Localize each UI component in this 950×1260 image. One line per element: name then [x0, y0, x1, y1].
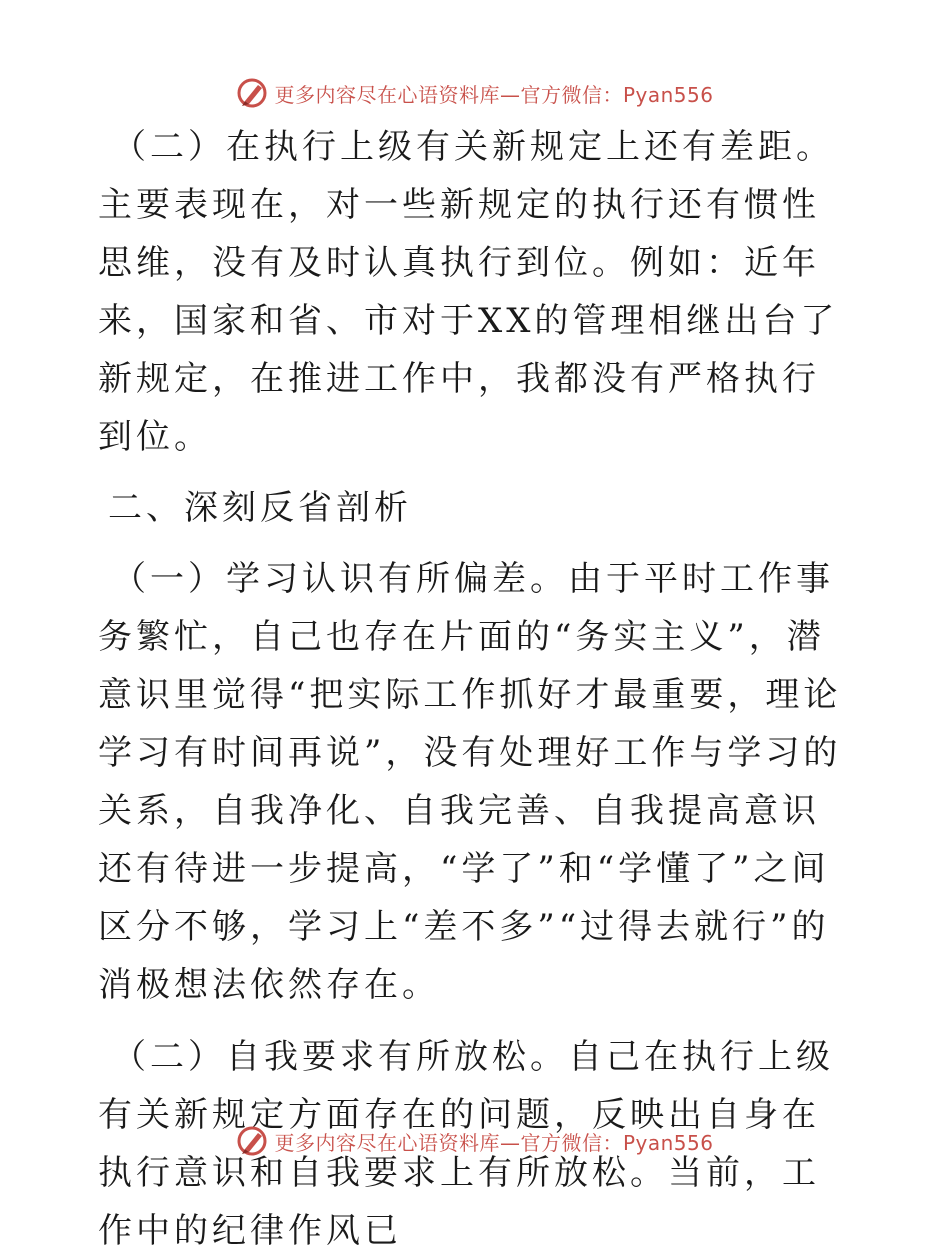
section-heading: 二、深刻反省剖析: [108, 488, 412, 528]
footer-watermark: [0, 1124, 950, 1158]
document-body: [98, 118, 850, 1260]
pen-logo-icon: [236, 76, 270, 110]
header-watermark: [0, 76, 950, 110]
watermark-text: 更多内容尽在心语资料库—官方微信：Pyan556: [274, 82, 714, 107]
paragraph: （二）在执行上级有关新规定上还有差距。主要表现在，对一些新规定的执行还有惯性思维，没有及时认真执行到位。例如：近年来，国家和省、市对于XX的管理相继出台了新规定，在推进工作中，我都没有严格执行到位。: [98, 127, 839, 457]
paragraph: （二）自我要求有所放松。自己在执行上级有关新规定方面存在的问题，反映出自身在执行意识和自我要求上有所放松。当前，工作中的纪律作风已: [98, 1037, 834, 1251]
watermark-text: 更多内容尽在心语资料库—官方微信：Pyan556: [274, 1130, 714, 1155]
paragraph: （一）学习认识有所偏差。由于平时工作事务繁忙，自己也存在片面的“务实主义”，潜意识里觉得“把实际工作抓好才最重要，理论学习有时间再说”，没有处理好工作与学习的关系，自我净化、自我完善、自我提高意识还有待进一步提高，“学了”和“学懂了”之间区分不够，学习上“差不多”“过得去就行”的消极想法依然存在。: [98, 559, 842, 1005]
pen-logo-icon: [236, 1124, 270, 1158]
